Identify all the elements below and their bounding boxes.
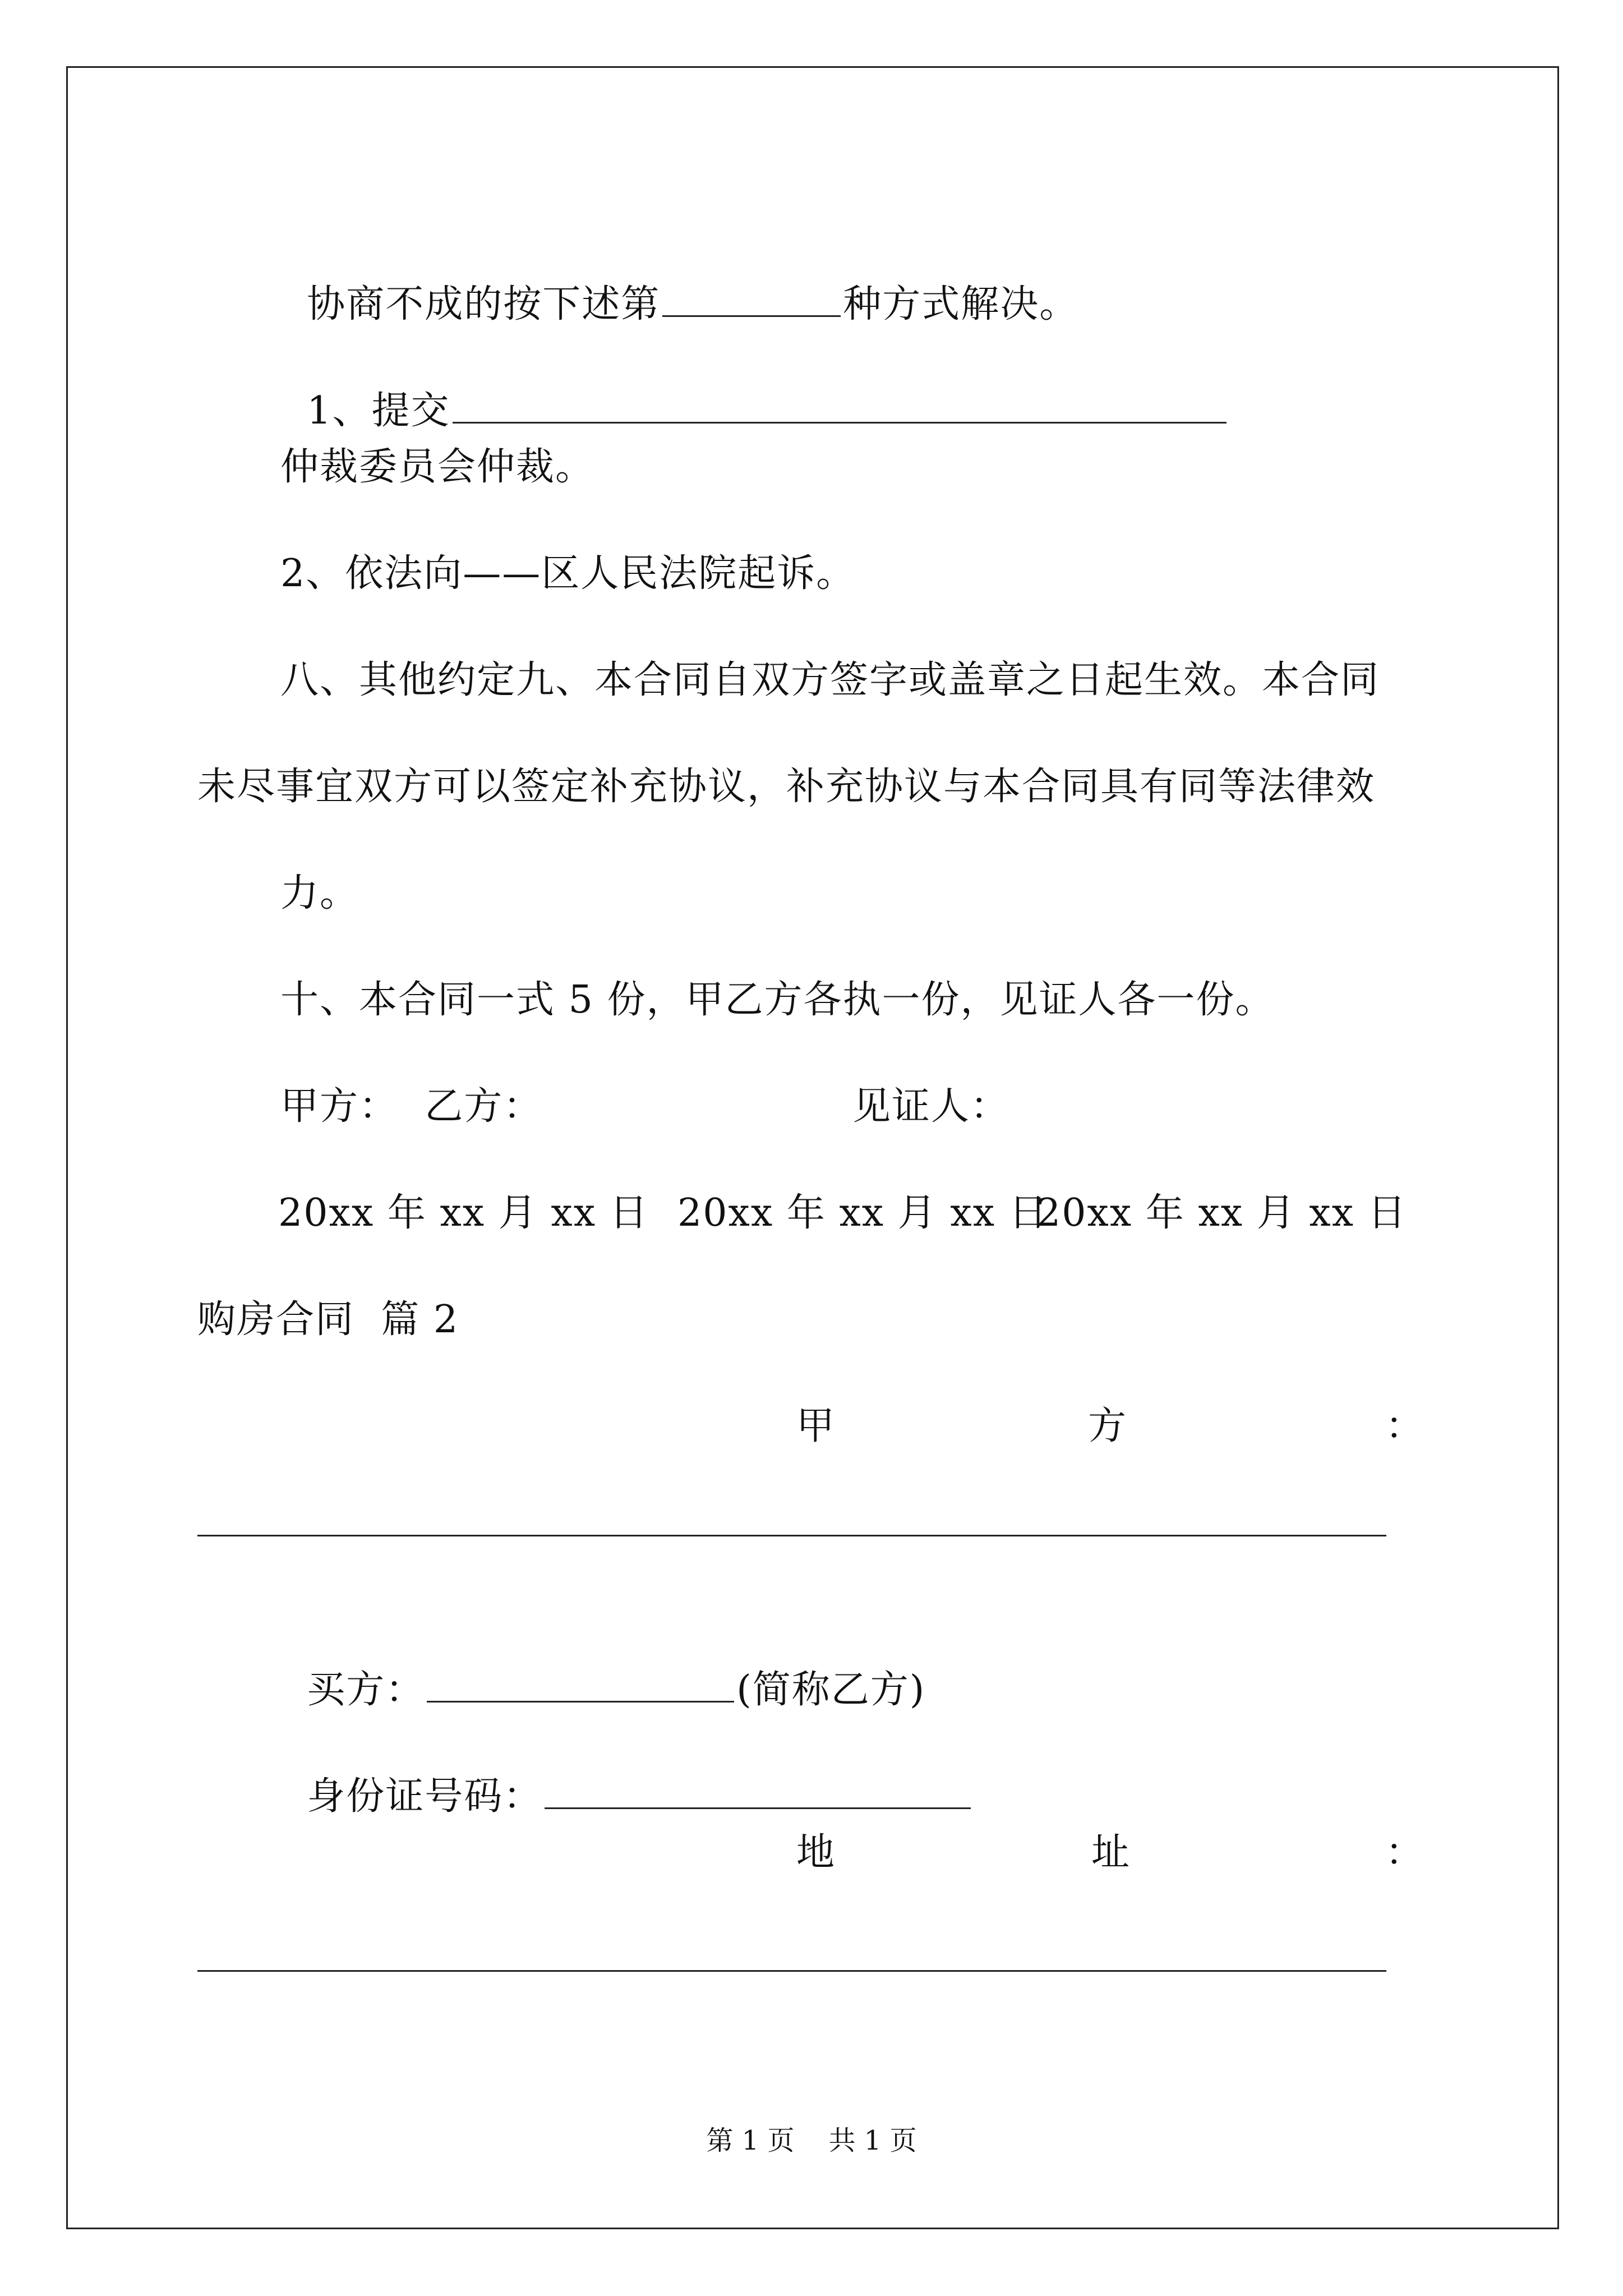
party-a-label-char: 甲	[796, 1404, 835, 1448]
clause-arbitration-option	[280, 335, 1229, 436]
party-a-blank-field[interactable]	[197, 1535, 1386, 1536]
clause-court-option: 2、依法向——区人民法院起诉。	[280, 551, 856, 596]
signature-label-witness: 见证人：	[852, 1084, 1010, 1129]
address-label-char: 地	[796, 1830, 835, 1875]
address-label-char: 址	[1091, 1830, 1130, 1875]
text-segment: 1、提交	[307, 389, 450, 433]
section-heading: 购房合同 篇 2	[197, 1297, 459, 1342]
blank-field[interactable]	[453, 387, 1227, 424]
buyer-blank-field[interactable]	[427, 1666, 734, 1703]
text-segment: 协商不成的按下述第	[307, 282, 661, 326]
buyer-label: 买方：	[307, 1668, 425, 1712]
signature-labels-left: 甲方： 乙方：	[280, 1084, 543, 1129]
signature-date-witness: 20xx 年 xx 月 xx 日	[1036, 1191, 1407, 1235]
clause-copies: 十、本合同一式 5 份，甲乙方各执一份，见证人各一份。	[280, 978, 1275, 1022]
buyer-note: (简称乙方)	[736, 1668, 926, 1712]
buyer-line	[280, 1614, 925, 1715]
party-a-label-colon: ：	[1385, 1404, 1424, 1448]
signature-date-party-a: 20xx 年 xx 月 xx 日	[278, 1191, 649, 1235]
id-number-blank-field[interactable]	[545, 1773, 971, 1809]
clause-arbitration-committee: 仲裁委员会仲裁。	[280, 445, 595, 489]
address-label-colon: ：	[1385, 1830, 1424, 1875]
clause-other-terms: 八、其他约定九、本合同自双方签字或盖章之日起生效。本合同	[280, 658, 1380, 702]
signature-date-party-b: 20xx 年 xx 月 xx 日	[677, 1191, 1048, 1235]
text-segment: 种方式解决。	[843, 282, 1079, 326]
party-a-label-char: 方	[1088, 1404, 1127, 1448]
id-number-line	[280, 1721, 973, 1822]
clause-supplementary: 未尽事宜双方可以签定补充协议，补充协议与本合同具有同等法律效	[197, 765, 1376, 809]
clause-dispute-resolution	[280, 229, 1078, 330]
address-blank-field[interactable]	[197, 1970, 1386, 1972]
clause-effect: 力。	[280, 871, 359, 915]
id-number-label: 身份证号码：	[307, 1774, 543, 1819]
blank-field[interactable]	[662, 280, 841, 317]
page-footer: 第 1 页 共 1 页	[706, 2125, 917, 2156]
